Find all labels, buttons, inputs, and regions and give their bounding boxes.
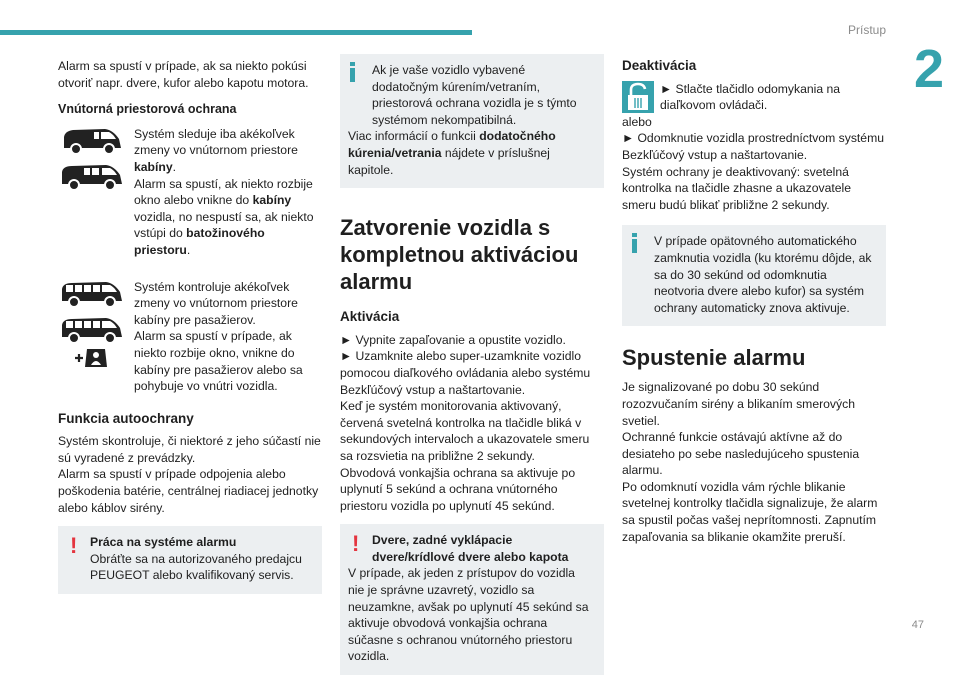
info-box-relock (622, 225, 886, 326)
autoprotection-text: Systém skontroluje, či niektoré z jeho súčastí nie sú vyradené z prevádzky. (58, 434, 321, 465)
unlock-icon (622, 81, 654, 113)
autoprotection-title: Funkcia autoochrany (58, 410, 194, 426)
warning-text: Obráťte sa na autorizovaného predajcu PEUGEOT alebo kvalifikovaný servis. (90, 551, 302, 583)
activation-line: Keď je systém monitorovania aktivovaný, červená svetelná kontrolka na tlačidle bliká v sekundových intervaloch a ukazovatele smeru sa rozsvietia na približne 2 sekundy. (340, 399, 590, 463)
info-icon (632, 233, 637, 253)
cabin-trigger-text: Alarm sa spustí, ak niekto rozbije okno alebo vnikne do kabíny vozidla, no nespustí sa, ak niekto vstúpi do batožinového priestoru. (134, 176, 314, 257)
activation-line: Obvodová vonkajšia ochrana sa aktivuje po uplynutí 5 sekúnd a ochrana vnútorného priestoru vozidla po uplynutí 45 sekúnd. (340, 465, 576, 513)
column-2 (340, 54, 604, 675)
page-number: 47 (911, 619, 924, 632)
van-icons (58, 126, 126, 259)
deactivation-step: ► Stlačte tlačidlo odomykania na diaľkovom ovládači. (660, 81, 841, 113)
warning-doors-text: V prípade, ak jeden z prístupov do vozidla nie je správne uzavretý, vozidlo sa neuzamkne, avšak po uplynutí 45 sekúnd sa aktivuje obvodová vonkajšia ochrana súčasne s ochranou vnútorného priestoru vozidla. (348, 566, 589, 664)
trigger-line: Po odomknutí vozidla vám rýchle blikanie svetelnej kontrolky tlačidla signalizuje, že alarm sa spustil počas vašej neprítomnosti. Zapnutím zapaľovania sa blikanie okamžite preruší. (622, 479, 878, 544)
chapter-number: 2 (913, 39, 944, 99)
info-relock-text: V prípade opätovného automatického zamknutia vozidla (ku ktorému dôjde, ak sa do 30 sekúnd od odomknutia neotvoria dvere alebo kufor) sa systém ochrany automaticky znova aktivuje. (654, 234, 872, 315)
autoprotection-text-2: Alarm sa spustí v prípade odpojenia alebo poškodenia batérie, centrálnej riadiacej jednotky alebo káblov sirény. (58, 467, 319, 515)
passenger-van-icon (60, 279, 124, 309)
warning-box-doors (340, 524, 604, 675)
vehicle-passenger-block (58, 279, 322, 395)
warning-doors-title: Dvere, zadné vyklápacie dvere/krídlové dvere alebo kapota (372, 533, 569, 564)
info-heating-ref: Viac informácií o funkcii dodatočného kúrenia/vetrania nájdete v príslušnej kapitole. (348, 129, 556, 177)
passenger-trigger-text: Alarm sa spustí v prípade, ak niekto rozbije okno, vnikne do kabíny pre pasažierov alebo sa pohybuje vo vnútri vozidla. (134, 329, 303, 394)
warning-exclamation-icon: ! (352, 531, 360, 557)
warning-box-alarm-work (58, 526, 322, 594)
passenger-monitor-text: Systém kontroluje akékoľvek zmeny vo vnútornom priestore kabíny pre pasažierov. (134, 279, 298, 327)
motion-sensor-icon (72, 347, 112, 369)
activation-line: ► Uzamknite alebo super-uzamknite vozidlo pomocou diaľkového ovládania alebo systému Bezkľúčový vstup a naštartovanie. (340, 349, 591, 397)
passenger-van-icon-2 (60, 315, 124, 345)
trigger-line: Ochranné funkcie ostávajú aktívne až do desiateho po sebe nasledujúceho spustenia alarmu. (622, 430, 860, 478)
info-icon (350, 62, 355, 82)
column-3 (622, 58, 886, 545)
full-alarm-heading: Zatvorenie vozidla s kompletnou aktiváciou alarmu (340, 215, 579, 295)
column-1 (58, 58, 322, 594)
section-title: Prístup (847, 23, 886, 37)
info-heating-text: Ak je vaše vozidlo vybavené dodatočným kúrením/vetraním, priestorová ochrana vozidla je s týmto systémom nekompatibilná. (372, 63, 577, 127)
deactivation-line: Systém ochrany je deaktivovaný: svetelná kontrolka na tlačidle zhasne a ukazovatele smeru budú blikať približne 2 sekundy. (622, 164, 851, 212)
warning-exclamation-icon: ! (70, 533, 78, 559)
van-long-icon (60, 162, 124, 192)
deactivation-step-row (622, 81, 886, 114)
trigger-line: Je signalizované po dobu 30 sekúnd rozozvučaním sirény a blikaním smerových svetiel. (622, 380, 855, 428)
info-box-heating (340, 54, 604, 188)
passenger-van-icons (58, 279, 126, 395)
activation-title: Aktivácia (340, 309, 400, 325)
deactivation-line: alebo (622, 114, 652, 129)
cabin-monitor-text: Systém sleduje iba akékoľvek zmeny vo vnútornom priestore kabíny. (134, 126, 298, 174)
activation-line: ► Vypnite zapaľovanie a opustite vozidlo. (340, 332, 566, 347)
interior-protection-title: Vnútorná priestorová ochrana (58, 102, 237, 117)
deactivation-line: ► Odomknutie vozidla prostredníctvom systému Bezkľúčový vstup a naštartovanie. (622, 131, 885, 162)
alarm-trigger-heading: Spustenie alarmu (622, 345, 806, 371)
deactivation-title: Deaktivácia (622, 58, 697, 73)
vehicle-cabin-block (58, 126, 322, 259)
warning-title: Práca na systéme alarmu (90, 535, 237, 550)
intro-paragraph: Alarm sa spustí v prípade, ak sa niekto pokúsi otvoriť napr. dvere, kufor alebo kapotu motora. (58, 59, 309, 90)
van-short-icon (61, 126, 123, 156)
header-accent-bar (0, 30, 472, 35)
